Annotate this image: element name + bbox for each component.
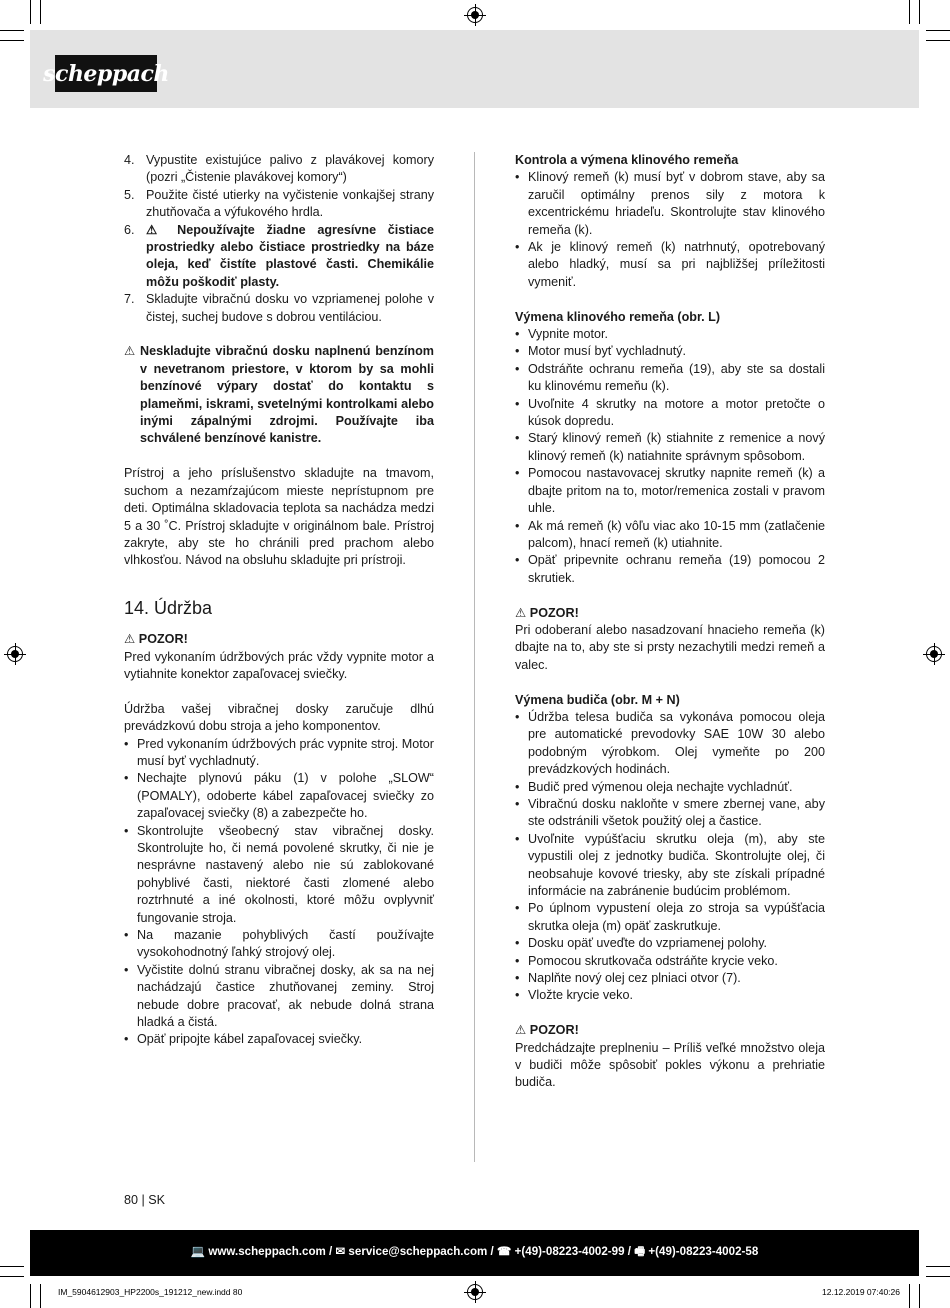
bullet-text: Starý klinový remeň (k) stiahnite z remenice a nový klinový remeň (k) natiahnite správnym spôsobom. [528,431,825,463]
bullet-item [124,1031,434,1048]
crop-mark [926,30,950,31]
list-number: 6. [124,222,135,237]
bullet-text: Vypnite motor. [528,327,609,342]
crop-mark [919,1284,920,1308]
bullet-text: Odstráňte ochranu remeňa (19), aby ste sa dostali ku klinovému remeňu (k). [528,361,825,394]
exciter-title: Výmena budiča (obr. M + N) [515,692,680,707]
bullet-item [515,779,825,796]
crop-mark [0,30,24,31]
belt-check-bullets [515,169,825,291]
bullet-icon: • [515,779,520,794]
bullet-icon: • [515,831,520,846]
bullet-text: Pomocou nastavovacej skrutky napnite remeň (k) a dbajte pritom na to, motor/remenica zostali v pravom uhle. [528,466,825,516]
bullet-item [515,953,825,970]
crop-mark [926,40,950,41]
bullet-item [515,796,825,831]
bullet-text: Klinový remeň (k) musí byť v dobrom stave, aby sa zaručil optimálny prenos sily z motora k excentrickému hriadeľu. Skontrolujte stav klinového remeňa (k). [528,170,825,237]
registration-mark [467,7,483,23]
crop-mark [909,0,910,24]
right-column [515,152,825,1092]
bullet-text: Pomocou skrutkovača odstráňte krycie veko. [528,953,778,968]
belt-replace-bullets [515,326,825,587]
bullet-text: Uvoľnite vypúšťaciu skrutku oleja (m), aby ste vypustili olej z jednotky budiča. Skontrolujte olej, či neobsahuje kovové triesky, aby ste získali prípadné informácie na zabránenie budúcim problémom. [528,831,825,899]
bullet-text: Opäť pripojte kábel zapaľovacej sviečky. [137,1032,363,1047]
slug-timestamp: 12.12.2019 07:40:26 [822,1287,900,1297]
bullet-icon: • [124,771,129,786]
pozor-text: Pred vykonaním údržbových prác vždy vypnite motor a vytiahnite konektor zapaľovacej sviečky. [124,649,434,681]
storage-warning [124,343,434,447]
pozor-label: POZOR! [529,1023,579,1038]
list-number: 5. [124,187,135,202]
registration-mark [926,646,942,662]
bullet-icon: • [515,709,520,724]
bullet-item [515,343,825,360]
bullet-item [515,239,825,291]
bullet-text: Na mazanie pohyblivých častí používajte vysokohodnotný ľahký strojový olej. [137,928,434,960]
crop-mark [0,40,24,41]
bullet-item [515,326,825,343]
exciter-bullets [515,709,825,1005]
warning-icon: ⚠ [515,1023,530,1038]
bullet-item [124,736,434,771]
pozor-label: POZOR! [138,632,188,647]
bullet-item [515,831,825,901]
bullet-text: Ak má remeň (k) vôľu viac ako 10-15 mm (zatlačenie palcom), hnací remeň (k) utiahnite. [528,518,825,550]
crop-mark [30,0,31,24]
bullet-text: Vyčistite dolnú stranu vibračnej dosky, ak sa na nej nachádzajú častice zhutňovanej zeminy. Stroj nebude dobre pracovať, ak nebude dolná strana hladká a čistá. [137,962,434,1030]
crop-mark [0,1276,24,1277]
bullet-icon: • [515,901,520,916]
slug-filename: IM_5904612903_HP2200s_191212_new.indd 80 [58,1287,243,1297]
bullet-text: Opäť pripevnite ochranu remeňa (19) pomocou 2 skrutiek. [528,553,825,585]
bullet-icon: • [515,431,520,446]
crop-mark [926,1276,950,1277]
list-item [124,152,434,187]
pozor-heading [124,631,434,648]
bullet-item [515,970,825,987]
bullet-icon: • [515,953,520,968]
bullet-icon: • [515,518,520,533]
registration-mark [467,1284,483,1300]
bullet-text: Pred vykonaním údržbových prác vypnite stroj. Motor musí byť vychladnutý. [137,736,434,768]
list-item-text: Skladujte vibračnú dosku vo vzpriamenej polohe v čistej, suchej budove s dobrou ventiláciou. [146,292,434,324]
bullet-item [124,962,434,1032]
bullet-item [515,361,825,396]
bullet-item [124,770,434,822]
list-number: 7. [124,292,135,307]
bullet-text: Údržba telesa budiča sa vykonáva pomocou oleja pre automatické prevodovky SAE 10W 30 alebo podobným výrobkom. Olej vymeňte po 200 prevádzkových hodinách. [528,709,825,777]
crop-mark [40,1284,41,1308]
numbered-list [124,152,434,326]
footer-band [30,1230,919,1276]
bullet-icon: • [124,1032,129,1047]
warning-icon: ⚠ [124,344,136,359]
list-item-text: Vypustite existujúce palivo z plavákovej komory (pozri „Čistenie plavákovej komory“) [146,153,434,185]
maintenance-bullets [124,736,434,1049]
footer-contacts: 💻 www.scheppach.com / ✉ service@scheppach.com / ☎ +(49)-08223-4002-99 / 🖷 +(49)-08223-4002-58 [190,1244,759,1258]
bullet-text: Budič pred výmenou oleja nechajte vychladnúť. [528,779,793,794]
bullet-icon: • [515,361,520,376]
bullet-item [515,935,825,952]
bullet-text: Uvoľnite 4 skrutky na motore a motor pretočte o kúsok dopredu. [528,396,825,429]
bullet-text: Nechajte plynovú páku (1) v polohe „SLOW“ (POMALY), odoberte kábel zapaľovacej sviečky zo zapaľovacej sviečky (8) a zabezpečte ho. [137,771,434,821]
bullet-item [515,900,825,935]
bullet-icon: • [515,796,520,811]
crop-mark [30,1284,31,1308]
bullet-icon: • [515,936,520,951]
scheppach-logo: scheppach [55,55,157,92]
bullet-icon: • [124,962,129,977]
bullet-icon: • [515,466,520,481]
bullet-item [515,396,825,431]
registration-mark [7,646,23,662]
pozor-text: Predchádzajte preplneniu – Príliš veľké množstvo oleja v budiči môže spôsobiť pokles výkonu a prehriatie budiča. [515,1040,825,1090]
crop-mark [40,0,41,24]
crop-mark [926,1266,950,1267]
bullet-item [515,518,825,553]
crop-mark [0,1266,24,1267]
bullet-text: Po úplnom vypustení oleja zo stroja sa vypúšťacia skrutka oleja (m) opäť zaskrutkuje. [528,901,825,933]
warning-icon: ⚠ [515,605,530,620]
bullet-item [124,823,434,927]
bullet-icon: • [515,396,520,411]
belt-check-title: Kontrola a výmena klinového remeňa [515,153,739,167]
bullet-icon: • [124,823,129,838]
bullet-item [124,927,434,962]
bullet-icon: • [124,736,129,751]
bullet-item [515,430,825,465]
bullet-icon: • [124,928,129,942]
bullet-icon: • [515,170,520,185]
list-item [124,291,434,326]
crop-mark [909,1284,910,1308]
bullet-item [515,552,825,587]
bullet-icon: • [515,553,520,568]
bullet-text: Motor musí byť vychladnutý. [528,344,687,359]
list-item [124,187,434,222]
warning-icon: ⚠ [124,632,139,647]
bullet-text: Naplňte nový olej cez plniaci otvor (7). [528,971,741,986]
section-title: 14. Údržba [124,598,213,619]
bullet-icon: • [515,240,520,255]
list-item [124,222,434,292]
left-column [124,152,434,1049]
list-item-text: Použite čisté utierky na vyčistenie vonkajšej strany zhutňovača a výfukového hrdla. [146,187,434,220]
bullet-item [515,465,825,517]
maintenance-intro: Údržba vašej vibračnej dosky zaručuje dlhú prevádzkovú dobu stroja a jeho komponentov. [124,701,434,734]
bullet-text: Skontrolujte všeobecný stav vibračnej dosky. Skontrolujte ho, či nemá povolené skrutky, či nie je nesprávne nastavený alebo nie sú zablokované pohyblivé časti, niektoré časti zlomené alebo roztrhnuté a iné okolnosti, ktoré môžu ovplyvniť fungovanie stroja. [137,823,434,925]
bullet-icon: • [515,327,520,342]
bullet-text: Dosku opäť uveďte do vzpriamenej polohy. [528,936,768,951]
crop-mark [919,0,920,24]
storage-warning-text: Neskladujte vibračnú dosku naplnenú benzínom v nevetranom priestore, v ktorom by sa mohli benzínové výpary dostať do kontaktu s plameňmi, iskrami, svetelnými kontrolkami alebo inými zápalnými zdrojmi. Používajte iba schválené benzínové kanistre. [140,344,434,446]
pozor-label: POZOR! [529,605,579,620]
bullet-text: Vibračnú dosku nakloňte v smere zbernej vane, aby ste odstránili všetok použitý olej a častice. [528,796,825,829]
bullet-item [515,987,825,1004]
bullet-text: Vložte krycie veko. [528,988,633,1003]
list-number: 4. [124,153,135,167]
list-item-text: ⚠ Nepoužívajte žiadne agresívne čistiace prostriedky alebo čistiace prostriedky na báze oleja, keď čistíte plastové časti. Chemikálie môžu poškodiť plasty. [146,222,434,289]
pozor-heading [515,1022,825,1039]
bullet-icon: • [515,344,520,359]
bullet-icon: • [515,988,520,1003]
pozor-heading [515,605,825,622]
page-number: 80 | SK [124,1193,166,1207]
column-divider [474,152,475,1162]
bullet-item [515,709,825,779]
bullet-icon: • [515,971,520,986]
bullet-text: Ak je klinový remeň (k) natrhnutý, opotrebovaný alebo hladký, musí sa pri najbližšej príležitosti vymeniť. [528,240,825,289]
storage-paragraph: Prístroj a jeho príslušenstvo skladujte na tmavom, suchom a nezamŕzajúcom mieste neprístupnom pre deti. Optimálna skladovacia teplota sa nachádza medzi 5 a 30 ˚C. Prístroj skladujte v originálnom bale. Prístroj zakryte, aby ste ho chránili pred prachom alebo vlhkosťou. Návod na obsluhu skladujte pri prístroji. [124,466,434,568]
belt-replace-title: Výmena klinového remeňa (obr. L) [515,309,721,324]
bullet-item [515,169,825,239]
pozor-text: Pri odoberaní alebo nasadzovaní hnacieho remeňa (k) dbajte na to, aby ste si prsty nezachytili medzi remeň a valec. [515,622,825,672]
